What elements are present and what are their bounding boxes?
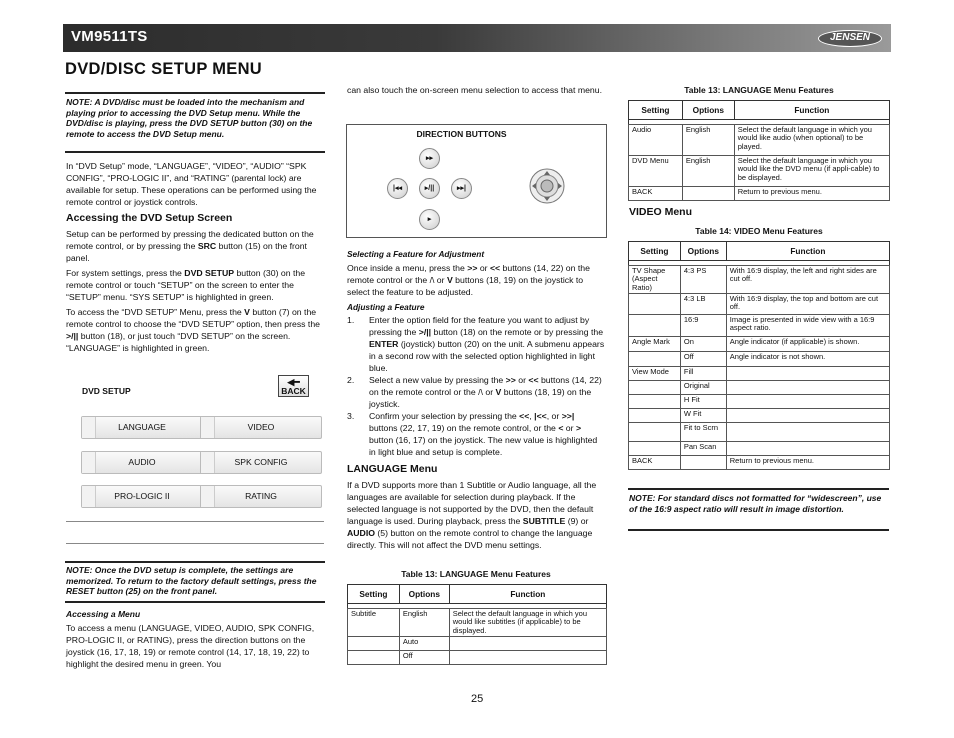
table-cell [629,394,681,408]
table-header: Options [682,101,734,120]
paragraph: can also touch the on-screen menu selection to access that menu. [347,85,602,95]
table-row [629,422,890,441]
header-bar [63,24,891,52]
table-cell: Original [680,380,726,394]
table-cell: Angle indicator is not shown. [726,351,889,366]
menu-button-spk-config[interactable]: SPK CONFIG [200,451,322,474]
dvd-setup-screen [66,369,324,522]
table-cell [726,394,889,408]
step-item: 1. Enter the option field for the feature you want to adjust by pressing the >/|| button (18) on the remote or by pressing the ENTER (joystick) button (20) on the unit. A submenu appears in a second row with the selected option highlighted in light blue. [347,315,605,373]
table-cell: Return to previous menu. [726,455,889,469]
table-cell [726,422,889,441]
page-title: DVD/DISC SETUP MENU [65,60,263,78]
table-cell: Return to previous menu. [734,187,889,201]
table-header: Function [734,101,889,120]
table-cell: English [682,156,734,187]
section-heading: Accessing the DVD Setup Screen [66,212,233,224]
paragraph: For system settings, press the DVD SETUP button (30) on the remote control or touch “SETUP” on the screen to enter the “SETUP” menu. “SYS SETUP” is highlighted in green. [66,268,306,302]
divider [65,92,325,94]
paragraph: Setup can be performed by pressing the dedicated button on the remote control, or by pressing the SRC button (15) on the front panel. [66,229,314,263]
table-row [629,408,890,422]
table-row [629,266,890,294]
table-row [629,455,890,469]
divider [65,601,325,603]
table-cell: Select the default language in which you would like audio (when optional) to be played. [734,125,889,156]
table-cell: Off [680,351,726,366]
table-row [629,394,890,408]
table-row [629,314,890,336]
table-row [629,293,890,314]
note-settings-memorized: NOTE: Once the DVD setup is complete, the settings are memorized. To return to the factory default settings, press the RESET button (25) on the front panel. [66,565,317,596]
table-cell: Select the default language in which you would like the DVD menu (if appli-cable) to be displayed. [734,156,889,187]
table-cell: Select the default language in which you would like subtitles (if applicable) to be displayed. [449,609,606,637]
table-cell [629,380,681,394]
menu-button-pro-logic[interactable]: PRO-LOGIC II [81,485,203,508]
down-button-icon: ▸ [419,209,440,230]
table-row [629,125,890,156]
table-cell [726,366,889,380]
table-row [629,441,890,455]
page-number: 25 [471,693,484,705]
section-heading: LANGUAGE Menu [347,463,438,475]
paragraph: Once inside a menu, press the >> or << buttons (14, 22) on the remote control or the /\ or V buttons (18, 19) on the joystick to select the feature to be adjusted. [347,263,590,297]
up-button-icon: ▸▸ [419,148,440,169]
menu-button-rating[interactable]: RATING [200,485,322,508]
table-caption: Table 13: LANGUAGE Menu Features [401,569,551,579]
steps-list [347,314,605,458]
menu-title: DVD SETUP [82,386,131,396]
table-cell: BACK [629,455,681,469]
table-row [629,336,890,351]
table-cell: Image is presented in wide view with a 16:9 aspect ratio. [726,314,889,336]
paragraph: To access the “DVD SETUP” Menu, press the V button (7) on the remote control to choose the “DVD SETUP” option, then press the >/|| button (18), or just touch “DVD SETUP” on the screen. “LANGUAGE” is highlighted in green. [66,307,320,353]
menu-button-audio[interactable]: AUDIO [81,451,203,474]
note-widescreen: NOTE: For standard discs not formatted for “widescreen”, use of the 16:9 aspect ratio will result in image distortion. [629,493,882,514]
table-cell: View Mode [629,366,681,380]
left-button-icon: |◂◂ [387,178,408,199]
brand-logo: JENSEN [818,30,882,47]
divider [65,561,325,563]
table-cell: Angle indicator (if applicable) is shown. [726,336,889,351]
paragraph: If a DVD supports more than 1 Subtitle or Audio language, all the languages are available for selection during playback. If the selected language is not supported by the DVD, then the default language is used. During playback, press the SUBTITLE (9) or AUDIO (5) button on the remote control to change the language directly. This will not affect the DVD menu settings. [347,480,597,550]
table-cell [629,314,681,336]
section-heading: VIDEO Menu [629,206,693,218]
table-cell: Angle Mark [629,336,681,351]
table-row [348,636,607,650]
table-cell: BACK [629,187,683,201]
table-cell: On [680,336,726,351]
table-header: Setting [629,101,683,120]
table-cell: Auto [399,636,449,650]
table-cell [726,441,889,455]
joystick-icon [529,168,565,204]
right-button-icon: ▸▸| [451,178,472,199]
table-cell: W Fit [680,408,726,422]
note-dvd-loaded: NOTE: A DVD/disc must be loaded into the mechanism and playing prior to accessing the DVD Setup menu. While the DVD/disc is playing, press the DVD SETUP button (30) on the remote to access the DVD Setup menu. [66,97,313,139]
table-row [348,650,607,664]
table-cell [682,187,734,201]
table-cell [726,408,889,422]
table-header: Function [726,242,889,261]
divider [66,543,324,544]
table-cell [726,380,889,394]
menu-button-language[interactable]: LANGUAGE [81,416,203,439]
table-cell [449,650,606,664]
table-cell: With 16:9 display, the left and right sides are cut off. [726,266,889,294]
table-cell: 4:3 LB [680,293,726,314]
divider [65,151,325,153]
back-arrow-icon: ◀━ [287,377,300,387]
table-cell: With 16:9 display, the top and bottom are cut off. [726,293,889,314]
step-item: 2. Select a new value by pressing the >> or << buttons (14, 22) on the remote control or the /\ or V buttons (18, 19) on the joystick. [347,375,602,409]
subheading: Adjusting a Feature [347,302,425,312]
video-table [628,241,890,470]
table-cell: Off [399,650,449,664]
table-cell [348,650,400,664]
subheading: Selecting a Feature for Adjustment [347,249,485,259]
table-cell [629,441,681,455]
table-cell: Fill [680,366,726,380]
table-cell: DVD Menu [629,156,683,187]
table-cell [629,293,681,314]
divider [628,488,889,490]
table-row [629,156,890,187]
table-row [629,380,890,394]
table-cell: Audio [629,125,683,156]
table-header: Options [399,585,449,604]
table-header: Options [680,242,726,261]
direction-buttons-figure [346,124,607,238]
table-row [629,351,890,366]
table-header: Setting [629,242,681,261]
table-caption: Table 14: VIDEO Menu Features [695,226,823,236]
language-table-part2 [628,100,890,201]
table-cell [629,422,681,441]
table-cell [348,636,400,650]
table-cell [449,636,606,650]
table-cell: 4:3 PS [680,266,726,294]
table-cell [680,455,726,469]
subheading: Accessing a Menu [66,609,141,619]
table-cell [629,408,681,422]
table-caption: Table 13: LANGUAGE Menu Features [684,85,834,95]
table-cell: Pan Scan [680,441,726,455]
play-pause-button-icon: ▸/|| [419,178,440,199]
menu-button-video[interactable]: VIDEO [200,416,322,439]
table-cell [629,351,681,366]
table-cell: English [399,609,449,637]
figure-title: DIRECTION BUTTONS [416,129,507,139]
model-name: VM9511TS [71,28,148,45]
divider [628,529,889,531]
table-header: Function [449,585,606,604]
back-button[interactable]: ◀━ BACK [278,375,309,397]
table-cell: H Fit [680,394,726,408]
table-row [348,609,607,637]
table-cell: TV Shape (Aspect Ratio) [629,266,681,294]
paragraph: To access a menu (LANGUAGE, VIDEO, AUDIO, SPK CONFIG, PRO-LOGIC II, or RATING), press the direction buttons on the joystick (16, 17, 18, 19) or remote control (14, 17, 18, 19, 22) to highlight the desired menu in green. You [66,623,315,669]
table-cell: 16:9 [680,314,726,336]
table-cell: English [682,125,734,156]
table-cell: Subtitle [348,609,400,637]
table-header: Setting [348,585,400,604]
table-row [629,187,890,201]
step-item: 3. Confirm your selection by pressing the <<, |<<, or >>| buttons (22, 17, 19) on the remote control, or the < or > button (16, 17) on the joystick. The new value is highlighted in light blue and setup is complete. [347,411,598,457]
table-row [629,366,890,380]
intro-text: In “DVD Setup” mode, “LANGUAGE”, “VIDEO”, “AUDIO” “SPK CONFIG”, “PRO-LOGIC II”, and “RATING” (parental lock) are available for setup. These operations can be performed using the remote control or joystick controls. [66,161,317,207]
table-cell: Fit to Scrn [680,422,726,441]
language-table-part1 [347,584,607,665]
